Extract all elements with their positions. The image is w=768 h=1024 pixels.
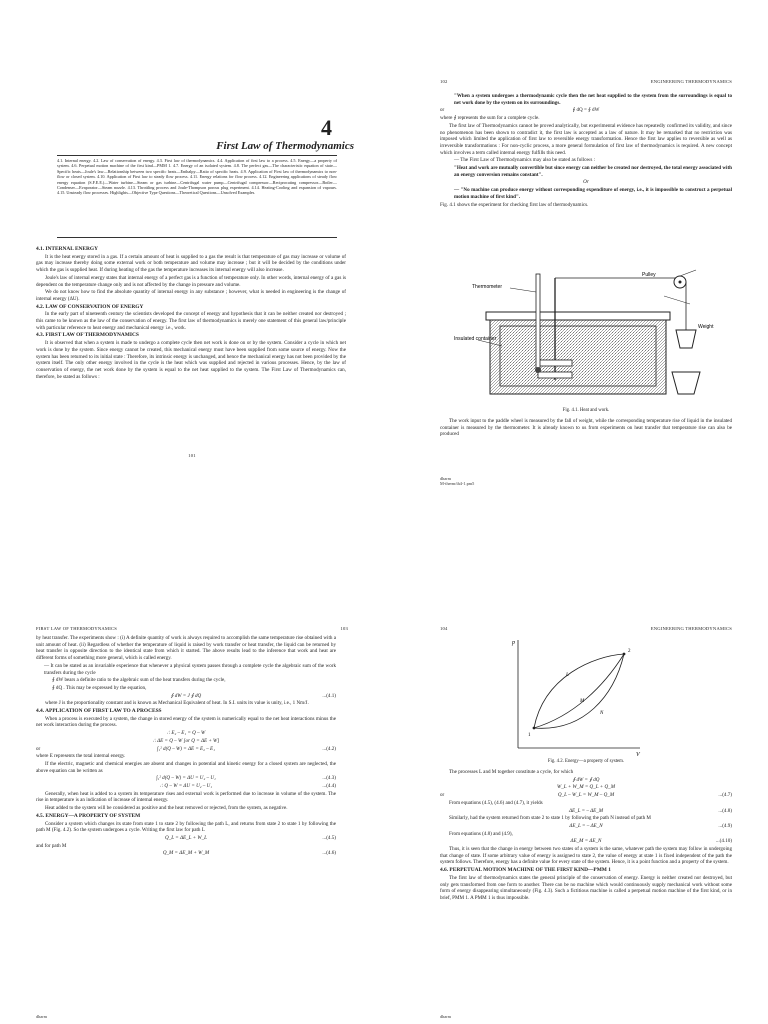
paragraph: Consider a system which changes its state from state 1 to state 2 by following the path L, and returns from state 2 to state 1 by following the path M (Fig. 4.2). So the system undergoes a cycle. Writing the first law for path L (36, 820, 336, 834)
paragraph: ∮ dQ . This may be expressed by the equation, (52, 684, 147, 691)
paragraph: and for path M (36, 842, 67, 849)
equation-4-4 (36, 783, 336, 790)
equation: ∮ dW = J ∮ dQ (170, 692, 202, 699)
paragraph: In the early part of nineteenth century the scientists developed the concept of energy and hypothesis that it can be neither created nor destroyed ; this came to be known as the law of the conservation of energy. The first law of thermodynamics is merely one statement of this general law/principle with particular reference to heat energy and mechanical energy i.e., work. (36, 311, 346, 331)
thermometer-label: Thermometer (472, 284, 503, 290)
chapter-number: 4 (321, 115, 332, 140)
heading-4-6: 4.6. PERPETUAL MOTION MACHINE OF THE FIRST KIND—PMM 1 (440, 867, 611, 874)
equation-number: ...(4.10) (715, 838, 732, 845)
paragraph: where J is the proportionality constant and is known as Mechanical Equivalent of heat. In S.I. units its value is unity, i.e., 1 Nm/J. (45, 700, 309, 707)
equation-number: ...(4.1) (322, 692, 336, 699)
or-label: or (440, 107, 445, 114)
paragraph: The first law of Thermodynamics cannot be proved analytically, but experimental evidence has repeatedly confirmed its validity, and since no phenomenon has been shown to contradict it, the first law is accepted as a law of nature. It may be remarked that no restriction was imposed which limited the application of first law to reversible energy transformation. Hence the first law applies to reversible as well as irreversible transformations : For non-cyclic process, a more general formulation of first law of thermodynamics is required. A new concept which involves a term called internal energy fulfills this need. (440, 122, 732, 156)
pv-diagram-figure (504, 636, 644, 756)
page-102-body-top (440, 93, 732, 209)
or-label: Or (583, 179, 589, 186)
paragraph: From equations (4.5), (4.6) and (4.7), it yields (449, 799, 543, 806)
equation-4-9 (440, 823, 732, 830)
state-1-point (533, 727, 536, 730)
paragraph: Generally, when heat is added to a system its temperature rises and external work is performed due to increase in volume of the system. The rise in temperature is an indication of increase of internal energy. (36, 790, 336, 804)
paragraph: Thus, it is seen that the change in energy between two states of a system is the same, whatever path the system may follow in undergoing that change of state. If some arbitrary value of energy is assigned to state 2, the value of energy at state 1 is fixed independent of the path the system follows. Therefore, energy has a definite value for every state of the system. Hence, it is a point function and a property of the system. (440, 846, 732, 866)
cyclic-equation (440, 107, 732, 114)
equation-4-10 (440, 838, 732, 845)
or-label: or (36, 745, 41, 752)
statement-2: "Heat and work are mutually convertible but since energy can neither be created nor destroyed, the total energy associated with an energy conversion remains constant". (454, 165, 732, 178)
equation: ∴ ΔE = Q – W [or Q = ΔE + W] (152, 737, 220, 744)
equation-number: ...(4.6) (322, 850, 336, 857)
equation-4-3 (36, 775, 336, 782)
equation: Q_L = ΔE_L + W_L (165, 834, 207, 841)
where-line: where ∮ represents the sum for a complete cycle. (440, 115, 540, 122)
running-head-right: 103 (340, 626, 348, 631)
equation-4-1 (36, 693, 336, 700)
page-104-body (440, 769, 732, 903)
paragraph: Heat added to the system will be considered as positive and the heat removed or rejected, from the system, as negative. (45, 805, 288, 812)
equation-4-6 (36, 850, 336, 857)
equation: W_L + W_M = Q_L + Q_M (557, 784, 615, 791)
equation-number: ...(4.5) (322, 834, 336, 841)
footer-line: M-therm/th4-1.pm5 (440, 481, 475, 487)
equation: ∮ dQ = ∮ dW (572, 107, 600, 114)
paragraph: When a process is executed by a system, the change in stored energy of the system is numerically equal to the net heat interactions minus the net work interaction during the process. (36, 715, 336, 729)
page-101-body (36, 246, 346, 381)
insulated-container-label: Insulated container (454, 336, 497, 342)
paddle-wheel (538, 372, 572, 378)
figure-caption: Fig. 4.2. Energy—a property of system. (547, 759, 625, 764)
equation: ΔE_M = ΔE_N (570, 838, 602, 845)
equation-4-5 (36, 835, 336, 842)
page-104 (384, 512, 768, 1024)
running-head-left: 104 (440, 626, 448, 631)
page-102-body-bottom (440, 418, 732, 439)
contents-rule (57, 237, 337, 238)
running-head-right: ENGINEERING THERMODYNAMICS (650, 79, 732, 84)
path-m-label: M (580, 699, 585, 704)
equation: Q_M = ΔE_M + W_M (162, 850, 210, 857)
running-head-right: ENGINEERING THERMODYNAMICS (650, 626, 732, 631)
chapter-title: First Law of Thermodynamics (216, 140, 354, 152)
heading-4-2: 4.2. LAW OF CONSERVATION OF ENERGY (36, 303, 144, 310)
heading-4-5: 4.5. ENERGY—A PROPERTY OF SYSTEM (36, 812, 141, 819)
page-number: 101 (188, 453, 196, 458)
equation-number: ...(4.9) (718, 822, 732, 829)
weight-stand (672, 372, 700, 394)
state-2-point (623, 653, 626, 656)
paragraph: Joule's law of internal energy states that internal energy of a perfect gas is a function of temperature only. In other words, internal energy of a gas is dependent on the temperature change only and is not affected by the change in pressure and volume. (36, 274, 346, 288)
v-axis-label: V (636, 752, 640, 756)
equation: ΔE_L = – ΔE_N (569, 822, 603, 829)
leader-line (510, 288, 536, 292)
paragraph: The processes L and M together constitute a cycle, for which (449, 769, 574, 775)
footer: dharm (36, 1014, 47, 1019)
equation: ∫₁² d(Q – W) = ΔU = U₂ – U₁ (156, 775, 216, 782)
equation: ∫₁² d(Q – W) = ΔE = E₂ – E₁ (157, 745, 215, 752)
weight (676, 330, 696, 348)
path-l-label: L (566, 673, 569, 678)
weight-label: Weight (698, 324, 714, 330)
statement-3: — "No machine can produce energy without corresponding expenditure of energy, i.e., it is impossible to construct a perpetual motion machine of first kind". (454, 187, 732, 200)
running-head-left: FIRST LAW OF THERMODYNAMICS (36, 626, 117, 631)
paragraph: We do not know how to find the absolute quantity of internal energy in any substance ; however, what is needed in engineering is the change of internal energy (ΔU). (36, 289, 346, 302)
equation-4-7 (440, 792, 732, 799)
first-law-statement: "When a system undergoes a thermodynamic cycle then the net heat supplied to the system from the surroundings is equal to net work done by the system on its surroundings. (454, 93, 732, 106)
pulley-axle (679, 281, 682, 284)
state-2-label: 2 (628, 649, 631, 654)
p-axis-label: p (512, 640, 515, 646)
paragraph: The work input to the paddle wheel is measured by the fall of weight, while the corresponding temperature rise of liquid in the insulated container is measured by the thermometer. It is already known to us from experiments on heat transfer that temperature rise can also be produced (440, 418, 732, 438)
paragraph: The first law of thermodynamics states the general principle of the conservation of energy. Energy is neither created nor destroyed, but only gets transformed from one form to another. There can be no machine which would continuously supply mechanical work without some form of energy disappearing simultaneously (Fig. 4.3). Such a fictitious machine is called a perpetual motion machine of the first kind, or in brief, PMM 1. A PMM 1 is thus impossible. (440, 874, 732, 901)
paragraph: From equations (4.8) and (4.9), (449, 830, 513, 837)
chapter-contents: 4.1. Internal energy. 4.2. Law of conservation of energy. 4.3. First law of thermodynamics. 4.4. Application of first law to a process. 4.5. Energy—a property of system. 4.6. Perpetual motion machine of the first kind—PMM 1. 4.7. Energy of an isolated system. 4.8. The perfect gas—The characteristic equation of state—Specific heats—Joule's law—Relationship between two specific heats—Enthalpy—Ratio of specific heats. 4.9. Application of First law of thermodynamics to non-flow or closed system. 4.10. Application of First law to steady flow process. 4.11. Energy relations for flow process. 4.12. Engineering applications of steady flow energy equation (S.F.E.E.)—Water turbine—Steam or gas turbine—Centrifugal water pump—Centrifugal compressor—Reciprocating compressor—Boiler—Condenser—Evaporator—Steam nozzle. 4.13. Throttling process and Joule-Thompson porous plug experiment. 4.14. Heating-Cooling and expansion of vapours. 4.15. Unsteady flow processes. Highlights—Objective Type Questions—Theoretical Questions—Unsolved Examples. (57, 158, 337, 196)
container-lid (486, 312, 670, 320)
paragraph: by heat transfer. The experiments show : (i) A definite quantity of work is always required to accomplish the same temperature rise obtained with a unit amount of heat. (ii) Regardless of whether the temperature of liquid is raised by work transfer or heat transfer, the liquid can be returned by heat transfer in opposite direction to the identical state from which it started. The above results lead to the inference that work and heat are different forms of something more general, which is called energy. (36, 635, 336, 662)
path-l (534, 654, 624, 728)
thermometer-bulb (535, 367, 541, 373)
equation: ∮ dW = ∮ dQ (572, 776, 600, 783)
footer-line: dharm (440, 476, 451, 481)
or-label: or (440, 792, 445, 799)
page-103-body (36, 635, 336, 858)
path-m (534, 654, 624, 728)
paragraph: It is observed that when a system is made to undergo a complete cycle then net work is done on or by the system. Consider a cycle in which net work is done by the system. Since energy cannot be created, this mechanical energy must have been supplied from some source of energy. Now the system has been returned to its initial state : Therefore, its intrinsic energy is unchanged, and hence the mechanical energy has not been provided by the system itself. The only other energy involved in the cycle is the heat which was supplied and rejected in various processes. Hence, by the law of conservation of energy, the net work done by the system is equal to the net heat supplied to the system. The First Law of Thermodynamics can, therefore, be stated as follows : (36, 340, 346, 380)
equation: ∴ E₂ – E₁ = Q – W (166, 730, 206, 737)
equation: ∴ Q – W = ΔU = U₂ – U₁ (159, 783, 213, 790)
thermometer (536, 274, 540, 368)
equation-number: ...(4.4) (322, 783, 336, 790)
paragraph: — It can be stated as an invariable experience that whenever a physical system passes through a complete cycle the algebraic sum of the work transfers during the cycle (44, 662, 336, 676)
pulley-label: Pulley (642, 272, 656, 278)
equation-4-8 (440, 808, 732, 815)
equation-number: ...(4.8) (718, 807, 732, 814)
paragraph: ∮ dW bears a definite ratio to the algebraic sum of the heat transfers during the cycle, (52, 677, 226, 684)
path-n (534, 654, 624, 728)
state-1-label: 1 (528, 733, 531, 738)
paragraph: It is the heat energy stored in a gas. If a certain amount of heat is supplied to a gas the result is that temperature of gas may increase or volume of gas may increase thereby doing some external work or both temperature and volume may increase ; but it will be decided by the conditions under which the gas is supplied heat. If during heating of the gas the temperature increases its internal energy will also increase. (36, 253, 346, 274)
equation-number: ...(4.3) (322, 775, 336, 782)
paragraph: Fig. 4.1 shows the experiment for checking first law of thermodynamics. (440, 201, 589, 208)
equation-number: ...(4.2) (322, 745, 336, 752)
equation-4-2 (36, 746, 336, 753)
equation: Q_L – W_L = W_M – Q_M (557, 792, 615, 799)
paragraph: Similarly, had the system returned from state 2 to state 1 by following the path N instead of path M (449, 815, 651, 822)
title-rule (57, 155, 337, 156)
footer (440, 476, 474, 486)
running-head-left: 102 (440, 79, 448, 84)
equation-number: ...(4.7) (718, 792, 732, 799)
heat-work-apparatus-figure (440, 268, 732, 408)
page-102 (384, 0, 768, 512)
liquid (500, 326, 656, 386)
footer: dharm (440, 1014, 451, 1019)
path-n-label: N (600, 711, 604, 716)
heading-4-3: 4.3. FIRST LAW OF THERMODYNAMICS (36, 332, 139, 339)
page-103 (0, 512, 384, 1024)
paragraph: where E represents the total internal energy. (36, 753, 126, 760)
heading-4-4: 4.4. APPLICATION OF FIRST LAW TO A PROCESS (36, 708, 162, 715)
equation: ΔE_L = – ΔE_M (568, 807, 604, 814)
paragraph: If the electric, magnetic and chemical energies are absent and changes in potential and kinetic energy for a closed system are neglected, the above equation can be written as (36, 760, 336, 774)
pulley-support (680, 270, 696, 276)
page-101 (0, 0, 384, 512)
heading-4-1: 4.1. INTERNAL ENERGY (36, 246, 99, 252)
paragraph: — The First Law of Thermodynamics may also be stated as follows : (454, 157, 595, 164)
figure-caption: Fig. 4.1. Heat and work. (562, 408, 610, 413)
paddle-wheel (538, 360, 572, 366)
